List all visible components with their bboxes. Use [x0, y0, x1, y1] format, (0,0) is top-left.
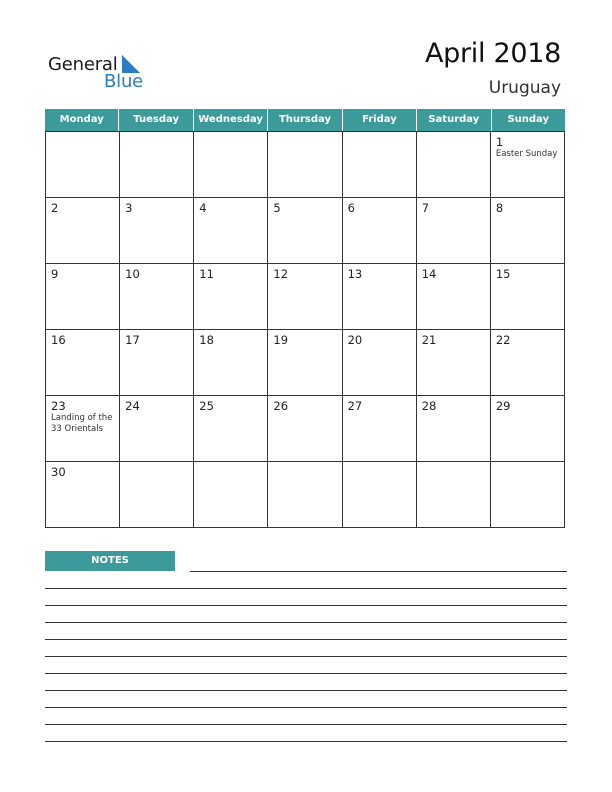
day-cell — [343, 132, 417, 198]
day-number: 22 — [495, 333, 511, 347]
day-cell — [343, 396, 417, 462]
day-cell — [120, 330, 194, 396]
day-cell — [491, 396, 565, 462]
day-cell — [194, 330, 268, 396]
day-cell — [268, 264, 342, 330]
notes-line — [45, 639, 567, 640]
day-cell — [194, 462, 268, 528]
notes-line — [45, 741, 567, 742]
day-cell — [120, 462, 194, 528]
day-cell — [343, 462, 417, 528]
day-number: 24 — [125, 399, 140, 413]
day-cell — [46, 462, 120, 528]
notes-line — [45, 622, 567, 623]
notes-line — [45, 690, 567, 691]
day-number: 1 — [495, 135, 504, 149]
weekday-label: Friday — [343, 109, 417, 131]
holiday-label: Easter Sunday — [495, 149, 558, 159]
day-cell — [46, 198, 120, 264]
country-name: Uruguay — [488, 78, 561, 98]
day-cell — [120, 396, 194, 462]
day-number: 30 — [51, 465, 66, 479]
day-cell — [417, 396, 491, 462]
day-number: 13 — [347, 267, 363, 281]
day-cell — [194, 396, 268, 462]
day-number: 11 — [199, 267, 214, 281]
notes-line — [45, 605, 567, 606]
weekday-label: Wednesday — [194, 109, 268, 131]
weekday-label: Tuesday — [119, 109, 193, 131]
day-number: 16 — [51, 333, 66, 347]
day-cell — [268, 396, 342, 462]
notes-line — [45, 673, 567, 674]
day-number: 19 — [273, 333, 289, 347]
calendar-grid — [45, 131, 565, 528]
day-number: 8 — [495, 201, 504, 215]
day-cell — [120, 264, 194, 330]
day-cell — [268, 132, 342, 198]
holiday-label: Landing of the 33 Orientals — [51, 413, 113, 434]
day-number: 12 — [273, 267, 289, 281]
day-cell — [46, 264, 120, 330]
day-number: 28 — [421, 399, 437, 413]
day-cell — [417, 462, 491, 528]
weekday-label: Sunday — [507, 114, 550, 125]
day-cell — [417, 264, 491, 330]
notes-line — [45, 724, 567, 725]
calendar — [45, 109, 565, 529]
day-number: 6 — [347, 201, 355, 215]
day-cell — [268, 330, 342, 396]
day-cell — [417, 132, 491, 198]
day-number: 18 — [199, 333, 214, 347]
notes-line — [45, 707, 567, 708]
day-number: 5 — [273, 201, 281, 215]
day-cell — [268, 198, 342, 264]
day-number: 27 — [347, 399, 363, 413]
day-number: 4 — [199, 201, 207, 215]
day-cell — [491, 462, 565, 528]
weekday-label: Monday — [45, 109, 119, 131]
day-cell — [268, 462, 342, 528]
day-cell — [417, 198, 491, 264]
day-number: 20 — [347, 333, 363, 347]
brand-blue-text: Blue — [104, 71, 144, 92]
brand-general-text: General — [48, 54, 118, 75]
page-title: April 2018 — [424, 38, 561, 69]
day-cell — [120, 132, 194, 198]
notes-line — [190, 571, 567, 572]
weekday-label: Thursday — [268, 109, 342, 131]
weekday-label: Saturday — [417, 109, 491, 131]
day-number: 15 — [495, 267, 511, 281]
day-number: 29 — [495, 399, 511, 413]
day-cell — [194, 132, 268, 198]
brand-logo — [48, 54, 158, 94]
day-cell — [194, 198, 268, 264]
notes-line — [45, 656, 567, 657]
day-cell — [343, 264, 417, 330]
day-number: 10 — [125, 267, 140, 281]
day-cell — [491, 330, 565, 396]
day-number: 2 — [51, 201, 59, 215]
notes-line — [45, 588, 567, 589]
day-cell — [491, 198, 565, 264]
notes-label: NOTES — [45, 551, 175, 571]
day-number: 9 — [51, 267, 59, 281]
day-number: 3 — [125, 201, 133, 215]
day-cell — [343, 198, 417, 264]
day-cell — [46, 132, 120, 198]
day-number: 7 — [421, 201, 430, 215]
day-cell — [343, 330, 417, 396]
weekday-header — [45, 109, 565, 131]
day-number: 26 — [273, 399, 289, 413]
day-cell — [417, 330, 491, 396]
day-number: 14 — [421, 267, 437, 281]
day-number: 21 — [421, 333, 437, 347]
day-cell — [46, 330, 120, 396]
day-number: 17 — [125, 333, 140, 347]
day-number: 23 — [51, 399, 66, 413]
day-cell — [491, 264, 565, 330]
day-cell — [120, 198, 194, 264]
day-cell — [194, 264, 268, 330]
day-number: 25 — [199, 399, 214, 413]
day-cell — [491, 132, 565, 198]
day-cell — [46, 396, 120, 462]
